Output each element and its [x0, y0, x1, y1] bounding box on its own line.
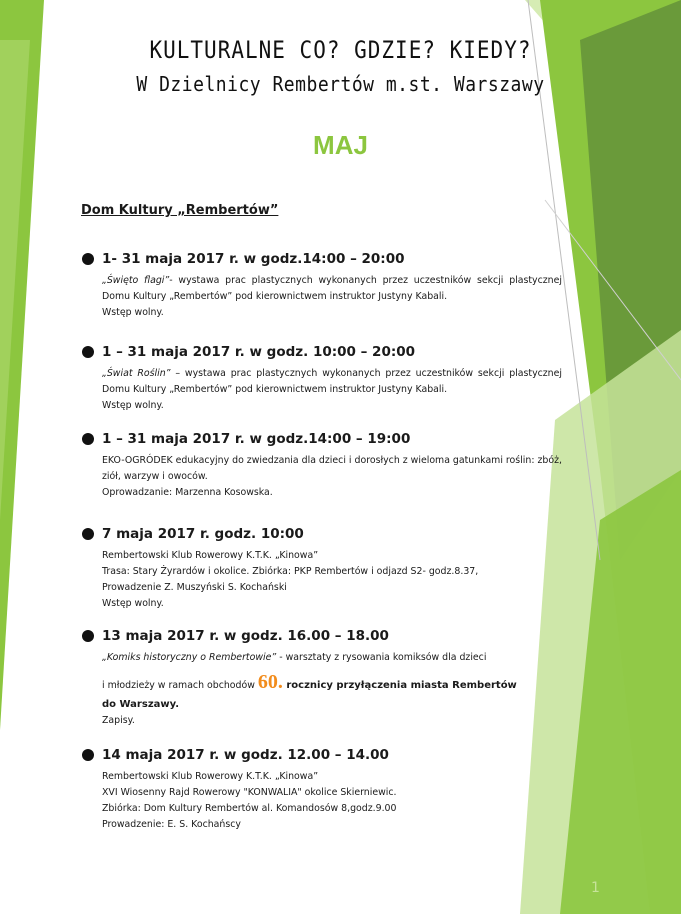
event-description: „Komiks historyczny o Rembertowie” - warsztaty z rysowania komiksów dla dzieci i młodzieży w ramach obchodów 60. rocznicy przyłączenia miasta Rembertów do Warszawy. Zapisy.: [102, 652, 517, 726]
event-description: EKO-OGRÓDEK edukacyjny do zwiedzania dla dzieci i dorosłych z wieloma gatunkami roślin: zbóż, ziół, warzyw i owoców. Oprowadzanie: Marzenna Kosowska.: [102, 455, 562, 498]
event-item: [82, 342, 562, 414]
bullet-icon: [82, 630, 94, 642]
event-title: 13 maja 2017 r. w godz. 16.00 – 18.00: [102, 628, 389, 644]
event-title: 14 maja 2017 r. w godz. 12.00 – 14.00: [102, 747, 389, 763]
venue-heading: Dom Kultury „Rembertów”: [81, 203, 279, 218]
event-description: Rembertowski Klub Rowerowy K.T.K. „Kinowa” XVI Wiosenny Rajd Rowerowy "KONWALIA" okolice Skierniewic. Zbiórka: Dom Kultury Rembertów al. Komandosów 8,godz.9.00 Prowadzenie: E. S. Kochańscy: [102, 771, 397, 830]
event-item: [82, 249, 562, 321]
event-description: Rembertowski Klub Rowerowy K.T.K. „Kinowa” Trasa: Stary Żyrardów i okolice. Zbiórka: PKP Rembertów i odjazd S2- godz.8.37, Prowadzenie Z. Muszyński S. Kochański Wstęp wolny.: [102, 550, 479, 609]
event-item: [82, 745, 562, 833]
anniversary-number: 60.: [257, 671, 283, 693]
bullet-icon: [82, 749, 94, 761]
event-item: [82, 626, 562, 729]
event-title: 1 – 31 maja 2017 r. w godz. 10:00 – 20:00: [102, 344, 416, 360]
event-item: [82, 429, 562, 501]
event-description: „Święto flagi”- wystawa prac plastycznych wykonanych przez uczestników sekcji plastycznej Domu Kultury „Rembertów” pod kierownictwem instruktor Justyny Kabali. Wstęp wolny.: [102, 275, 562, 318]
bullet-icon: [82, 346, 94, 358]
event-title: 7 maja 2017 r. godz. 10:00: [102, 526, 304, 542]
bullet-icon: [82, 253, 94, 265]
month-heading: MAJ: [313, 130, 368, 160]
page-number: 1: [591, 880, 600, 896]
event-item: [82, 524, 562, 612]
bullet-icon: [82, 528, 94, 540]
event-title: 1 – 31 maja 2017 r. w godz.14:00 – 19:00: [102, 431, 411, 447]
header-title: KULTURALNE CO? GDZIE? KIEDY?: [149, 36, 532, 64]
bullet-icon: [82, 433, 94, 445]
event-description: „Świat Roślin” – wystawa prac plastycznych wykonanych przez uczestników sekcji plastycznej Domu Kultury „Rembertów” pod kierownictwem instruktor Justyny Kabali. Wstęp wolny.: [102, 368, 563, 411]
event-title: 1- 31 maja 2017 r. w godz.14:00 – 20:00: [102, 251, 405, 267]
header-subtitle: W Dzielnicy Rembertów m.st. Warszawy: [136, 72, 545, 97]
